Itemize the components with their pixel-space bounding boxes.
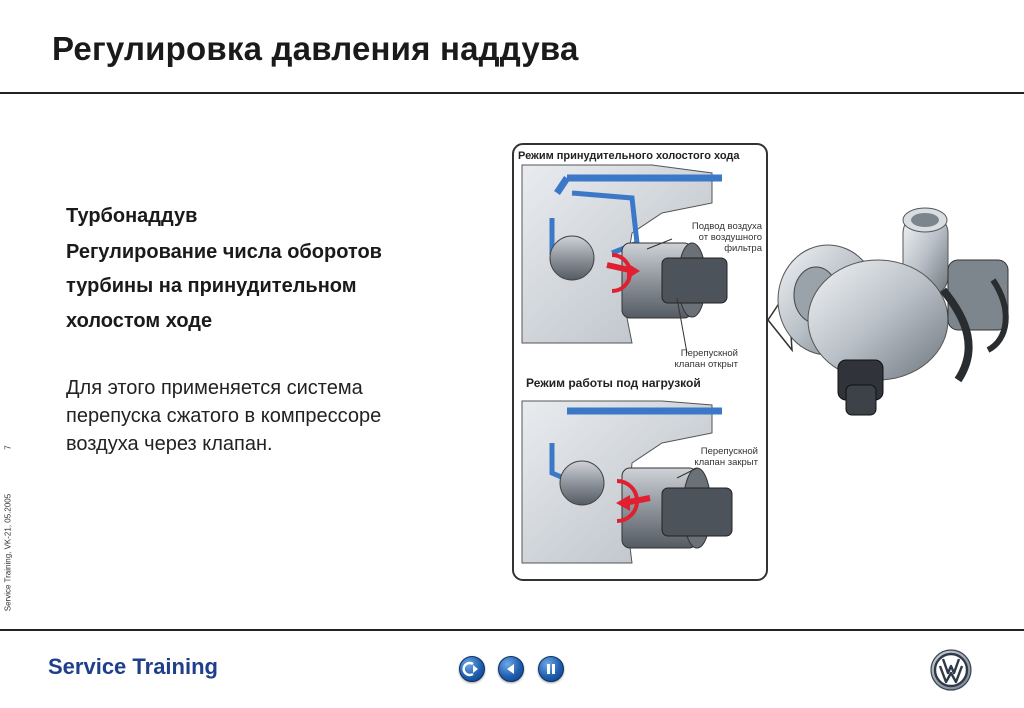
turbocharger-image [768,200,1024,430]
body-line-3: воздуха через клапан. [66,433,273,455]
body-line-1: Для этого применяется система [66,377,363,399]
first-slide-icon [460,657,484,681]
previous-slide-button[interactable] [498,656,524,682]
bottom-caption: Режим работы под нагрузкой [526,376,701,390]
air-inlet-note [662,221,762,254]
subheading-line-3: холостом ходе [66,310,213,332]
body-line-2: перепуска сжатого в компрессоре [66,405,382,427]
previous-slide-icon [499,657,523,681]
air-inlet-line-3: фильтра [724,243,762,254]
top-divider [0,92,1024,94]
section-heading: Турбонаддув [66,205,198,227]
brand-text: Service Training [48,654,218,679]
page-number: 7 [3,445,13,450]
subheading-line-1: Регулирование числа оборотов [66,241,382,263]
valve-open-line-2: клапан открыт [674,359,738,370]
valve-closed-line-1: Перепускной [700,446,758,457]
subheading-line-2: турбины на принудительном [66,275,357,297]
slide-title: Регулировка давления наддува [52,30,579,67]
air-inlet-line-2: от воздушного [698,232,762,243]
valve-open-line-1: Перепускной [680,348,738,359]
valve-closed-note [652,446,758,468]
valve-open-note [652,348,738,370]
bypass-valve-diagram [512,143,768,581]
valve-closed-line-2: клапан закрыт [694,457,758,468]
air-inlet-line-1: Подвод воздуха [691,221,762,232]
top-caption: Режим принудительного холостого хода [518,150,740,162]
body-paragraph [66,374,381,458]
side-footer-text: Service Training, VK-21, 05.2005 [3,493,13,612]
bottom-divider [0,629,1024,631]
first-slide-button[interactable] [459,656,485,682]
pause-icon [539,657,563,681]
vw-logo [930,649,972,691]
pause-button[interactable] [538,656,564,682]
